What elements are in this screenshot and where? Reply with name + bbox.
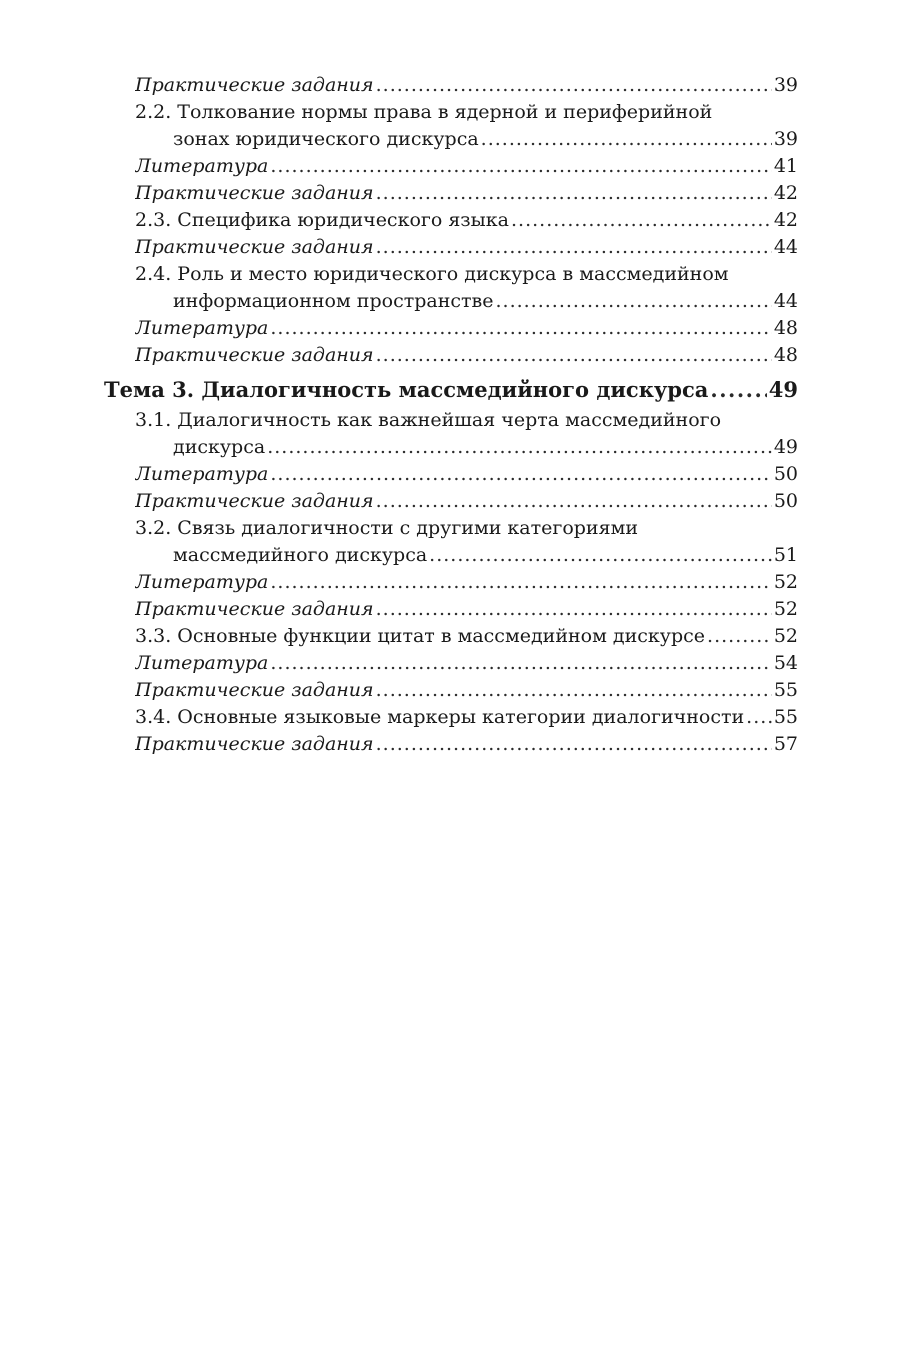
dot-leader	[511, 207, 772, 234]
toc-entry-title: Литература	[135, 155, 269, 177]
toc-entry-3-4[interactable]	[104, 704, 798, 731]
toc-entry-title-line1: 2.2. Толкование нормы права в ядерной и периферийной	[135, 101, 713, 123]
toc-page-number: 54	[773, 652, 798, 674]
toc-entry-literature-3[interactable]	[104, 461, 798, 488]
dot-leader	[270, 315, 771, 342]
dot-leader	[376, 677, 772, 704]
toc-entry-title-line2: дискурса	[173, 436, 266, 458]
toc-entry-title: Практические задания	[135, 490, 374, 512]
table-of-contents	[104, 72, 798, 758]
dot-leader	[746, 704, 772, 731]
dot-leader	[376, 72, 772, 99]
toc-entry-title: 2.3. Специфика юридического языка	[135, 209, 509, 231]
dot-leader	[707, 623, 772, 650]
toc-entry-title: Практические задания	[135, 344, 374, 366]
toc-page-number: 44	[773, 236, 798, 258]
toc-entry-title-line2: информационном пространстве	[173, 290, 494, 312]
toc-entry-literature-4[interactable]	[104, 569, 798, 596]
dot-leader	[267, 434, 772, 461]
toc-entry-title: Литература	[135, 571, 269, 593]
dot-leader	[710, 375, 766, 405]
toc-page-number: 49	[768, 377, 798, 402]
toc-entry-title-line1: 2.4. Роль и место юридического дискурса в массмедийном	[135, 263, 729, 285]
toc-entry-title: Литература	[135, 317, 269, 339]
dot-leader	[429, 542, 772, 569]
toc-entry-title: Практические задания	[135, 74, 374, 96]
toc-page-number: 55	[773, 706, 798, 728]
toc-entry-2-4[interactable]	[104, 261, 798, 315]
toc-page-number: 39	[773, 128, 798, 150]
dot-leader	[270, 650, 771, 677]
dot-leader	[376, 180, 772, 207]
toc-entry-title: Практические задания	[135, 598, 374, 620]
dot-leader	[270, 461, 771, 488]
toc-entry-literature-2[interactable]	[104, 315, 798, 342]
toc-entry-practice-2[interactable]	[104, 180, 798, 207]
toc-entry-title: 3.3. Основные функции цитат в массмедийном дискурсе	[135, 625, 706, 647]
toc-page-number: 48	[773, 317, 798, 339]
toc-page-number: 50	[773, 490, 798, 512]
toc-entry-3-3[interactable]	[104, 623, 798, 650]
toc-entry-title: 3.4. Основные языковые маркеры категории диалогичности	[135, 706, 745, 728]
toc-entry-title-line2: зонах юридического дискурса	[173, 128, 479, 150]
toc-entry-title: Практические задания	[135, 236, 374, 258]
toc-entry-practice-4[interactable]	[104, 342, 798, 369]
toc-entry-title: Литература	[135, 463, 269, 485]
toc-topic-title: Тема 3. Диалогичность массмедийного дискурса	[104, 377, 709, 402]
toc-page-number: 52	[773, 571, 798, 593]
toc-page-number: 44	[773, 290, 798, 312]
toc-entry-title-line1: 3.1. Диалогичность как важнейшая черта массмедийного	[135, 409, 722, 431]
toc-page-number: 49	[773, 436, 798, 458]
dot-leader	[481, 126, 772, 153]
toc-page-number: 42	[773, 182, 798, 204]
toc-entry-3-1[interactable]	[104, 407, 798, 461]
toc-entry-title: Практические задания	[135, 182, 374, 204]
dot-leader	[376, 488, 772, 515]
toc-page-number: 42	[773, 209, 798, 231]
dot-leader	[376, 596, 772, 623]
toc-entry-practice-5[interactable]	[104, 488, 798, 515]
toc-page-number: 39	[773, 74, 798, 96]
dot-leader	[376, 342, 772, 369]
toc-entry-2-2[interactable]	[104, 99, 798, 153]
toc-topic-3[interactable]	[104, 375, 798, 405]
dot-leader	[376, 234, 772, 261]
toc-page-number: 41	[773, 155, 798, 177]
toc-entry-2-3[interactable]	[104, 207, 798, 234]
toc-entry-practice-6[interactable]	[104, 596, 798, 623]
toc-page-number: 50	[773, 463, 798, 485]
toc-entry-title-line2: массмедийного дискурса	[173, 544, 428, 566]
toc-page-number: 52	[773, 625, 798, 647]
dot-leader	[270, 153, 771, 180]
toc-page-number: 52	[773, 598, 798, 620]
toc-entry-title: Практические задания	[135, 733, 374, 755]
toc-entry-title: Практические задания	[135, 679, 374, 701]
toc-entry-practice-1[interactable]	[104, 72, 798, 99]
toc-entry-title: Литература	[135, 652, 269, 674]
dot-leader	[376, 731, 772, 758]
toc-page-number: 55	[773, 679, 798, 701]
toc-entry-title-line1: 3.2. Связь диалогичности с другими категориями	[135, 517, 639, 539]
toc-entry-practice-3[interactable]	[104, 234, 798, 261]
toc-entry-literature-5[interactable]	[104, 650, 798, 677]
toc-page-number: 57	[773, 733, 798, 755]
toc-entry-literature-1[interactable]	[104, 153, 798, 180]
dot-leader	[495, 288, 771, 315]
toc-page-number: 51	[773, 544, 798, 566]
dot-leader	[270, 569, 771, 596]
toc-entry-3-2[interactable]	[104, 515, 798, 569]
toc-entry-practice-8[interactable]	[104, 731, 798, 758]
toc-page-number: 48	[773, 344, 798, 366]
toc-entry-practice-7[interactable]	[104, 677, 798, 704]
